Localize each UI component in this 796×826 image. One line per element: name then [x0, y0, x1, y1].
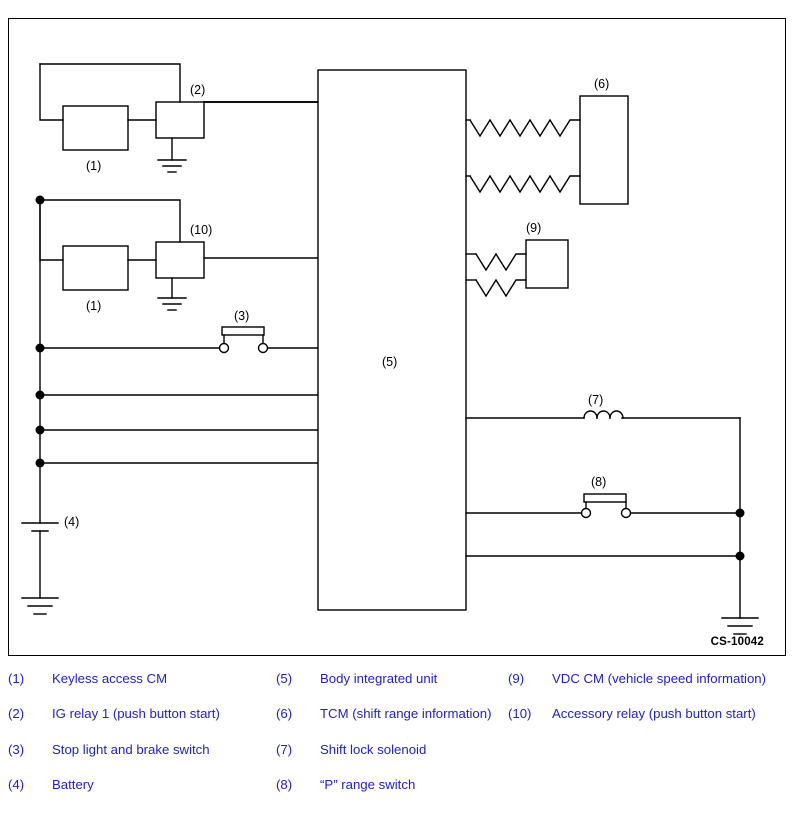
legend-item: [276, 703, 508, 724]
legend-label: Accessory relay (push button start): [552, 706, 756, 722]
legend-label: IG relay 1 (push button start): [52, 706, 220, 722]
callout-6: (6): [594, 77, 610, 91]
legend-item: [8, 668, 276, 689]
body-integrated-unit-box: [318, 70, 466, 610]
switch-contact-left-3: [220, 344, 229, 353]
legend-number: (3): [8, 741, 25, 757]
legend-number: (7): [276, 741, 293, 757]
accessory-relay-box: [156, 242, 204, 278]
switch-contact-left-8: [582, 509, 591, 518]
callout-8: (8): [591, 475, 607, 489]
callout-2: (2): [190, 83, 206, 97]
callout-9: (9): [526, 221, 542, 235]
switch-contact-right-3: [259, 344, 268, 353]
junction-dot: [36, 391, 45, 400]
callout-10: (10): [190, 223, 213, 237]
junction-dot: [736, 552, 745, 561]
legend-column-3: [508, 668, 770, 810]
tcm-box: [580, 96, 628, 204]
legend-number: (4): [8, 777, 25, 793]
callout-1-lower: (1): [86, 299, 102, 313]
legend-label: “P” range switch: [320, 777, 416, 793]
legend-item: [508, 703, 770, 724]
legend-label: Battery: [52, 777, 94, 793]
junction-dot: [36, 196, 45, 205]
legend-number: (6): [276, 706, 293, 722]
junction-dot: [36, 459, 45, 468]
keyless-access-cm-box-lower: [63, 246, 128, 290]
legend-label: Body integrated unit: [320, 671, 438, 686]
legend: [8, 668, 788, 810]
legend-column-1: [8, 668, 276, 810]
legend-label: VDC CM (vehicle speed information): [552, 671, 767, 686]
callout-5: (5): [382, 355, 398, 369]
legend-item: [276, 739, 508, 760]
ig-relay-1-box: [156, 102, 204, 138]
legend-column-2: [276, 668, 508, 810]
figure-code: CS-10042: [710, 636, 764, 648]
switch-contact-right-8: [622, 509, 631, 518]
callout-7: (7): [588, 393, 604, 407]
legend-item: [8, 739, 276, 760]
junction-dot: [36, 426, 45, 435]
legend-item: [276, 668, 508, 689]
callout-3: (3): [234, 309, 250, 323]
legend-item: [8, 703, 276, 724]
wiring-diagram: [8, 18, 786, 656]
legend-item: [8, 774, 276, 795]
legend-item: [276, 774, 508, 795]
legend-number: (10): [508, 706, 532, 722]
legend-label: Keyless access CM: [52, 671, 168, 686]
legend-number: (5): [276, 671, 293, 686]
legend-label: Shift lock solenoid: [320, 741, 427, 757]
legend-number: (1): [8, 671, 25, 686]
legend-label: TCM (shift range information): [320, 706, 492, 722]
legend-number: (2): [8, 706, 25, 722]
stop-light-switch-bar: [222, 327, 264, 335]
legend-item: [508, 668, 770, 689]
callout-1-upper: (1): [86, 159, 102, 173]
legend-number: (9): [508, 671, 525, 686]
p-range-switch-bar: [584, 494, 626, 502]
junction-dot: [736, 509, 745, 518]
junction-dot: [36, 344, 45, 353]
legend-label: Stop light and brake switch: [52, 741, 210, 757]
keyless-access-cm-box-upper: [63, 106, 128, 150]
vdc-cm-box: [526, 240, 568, 288]
callout-4: (4): [64, 515, 80, 529]
legend-number: (8): [276, 777, 293, 793]
